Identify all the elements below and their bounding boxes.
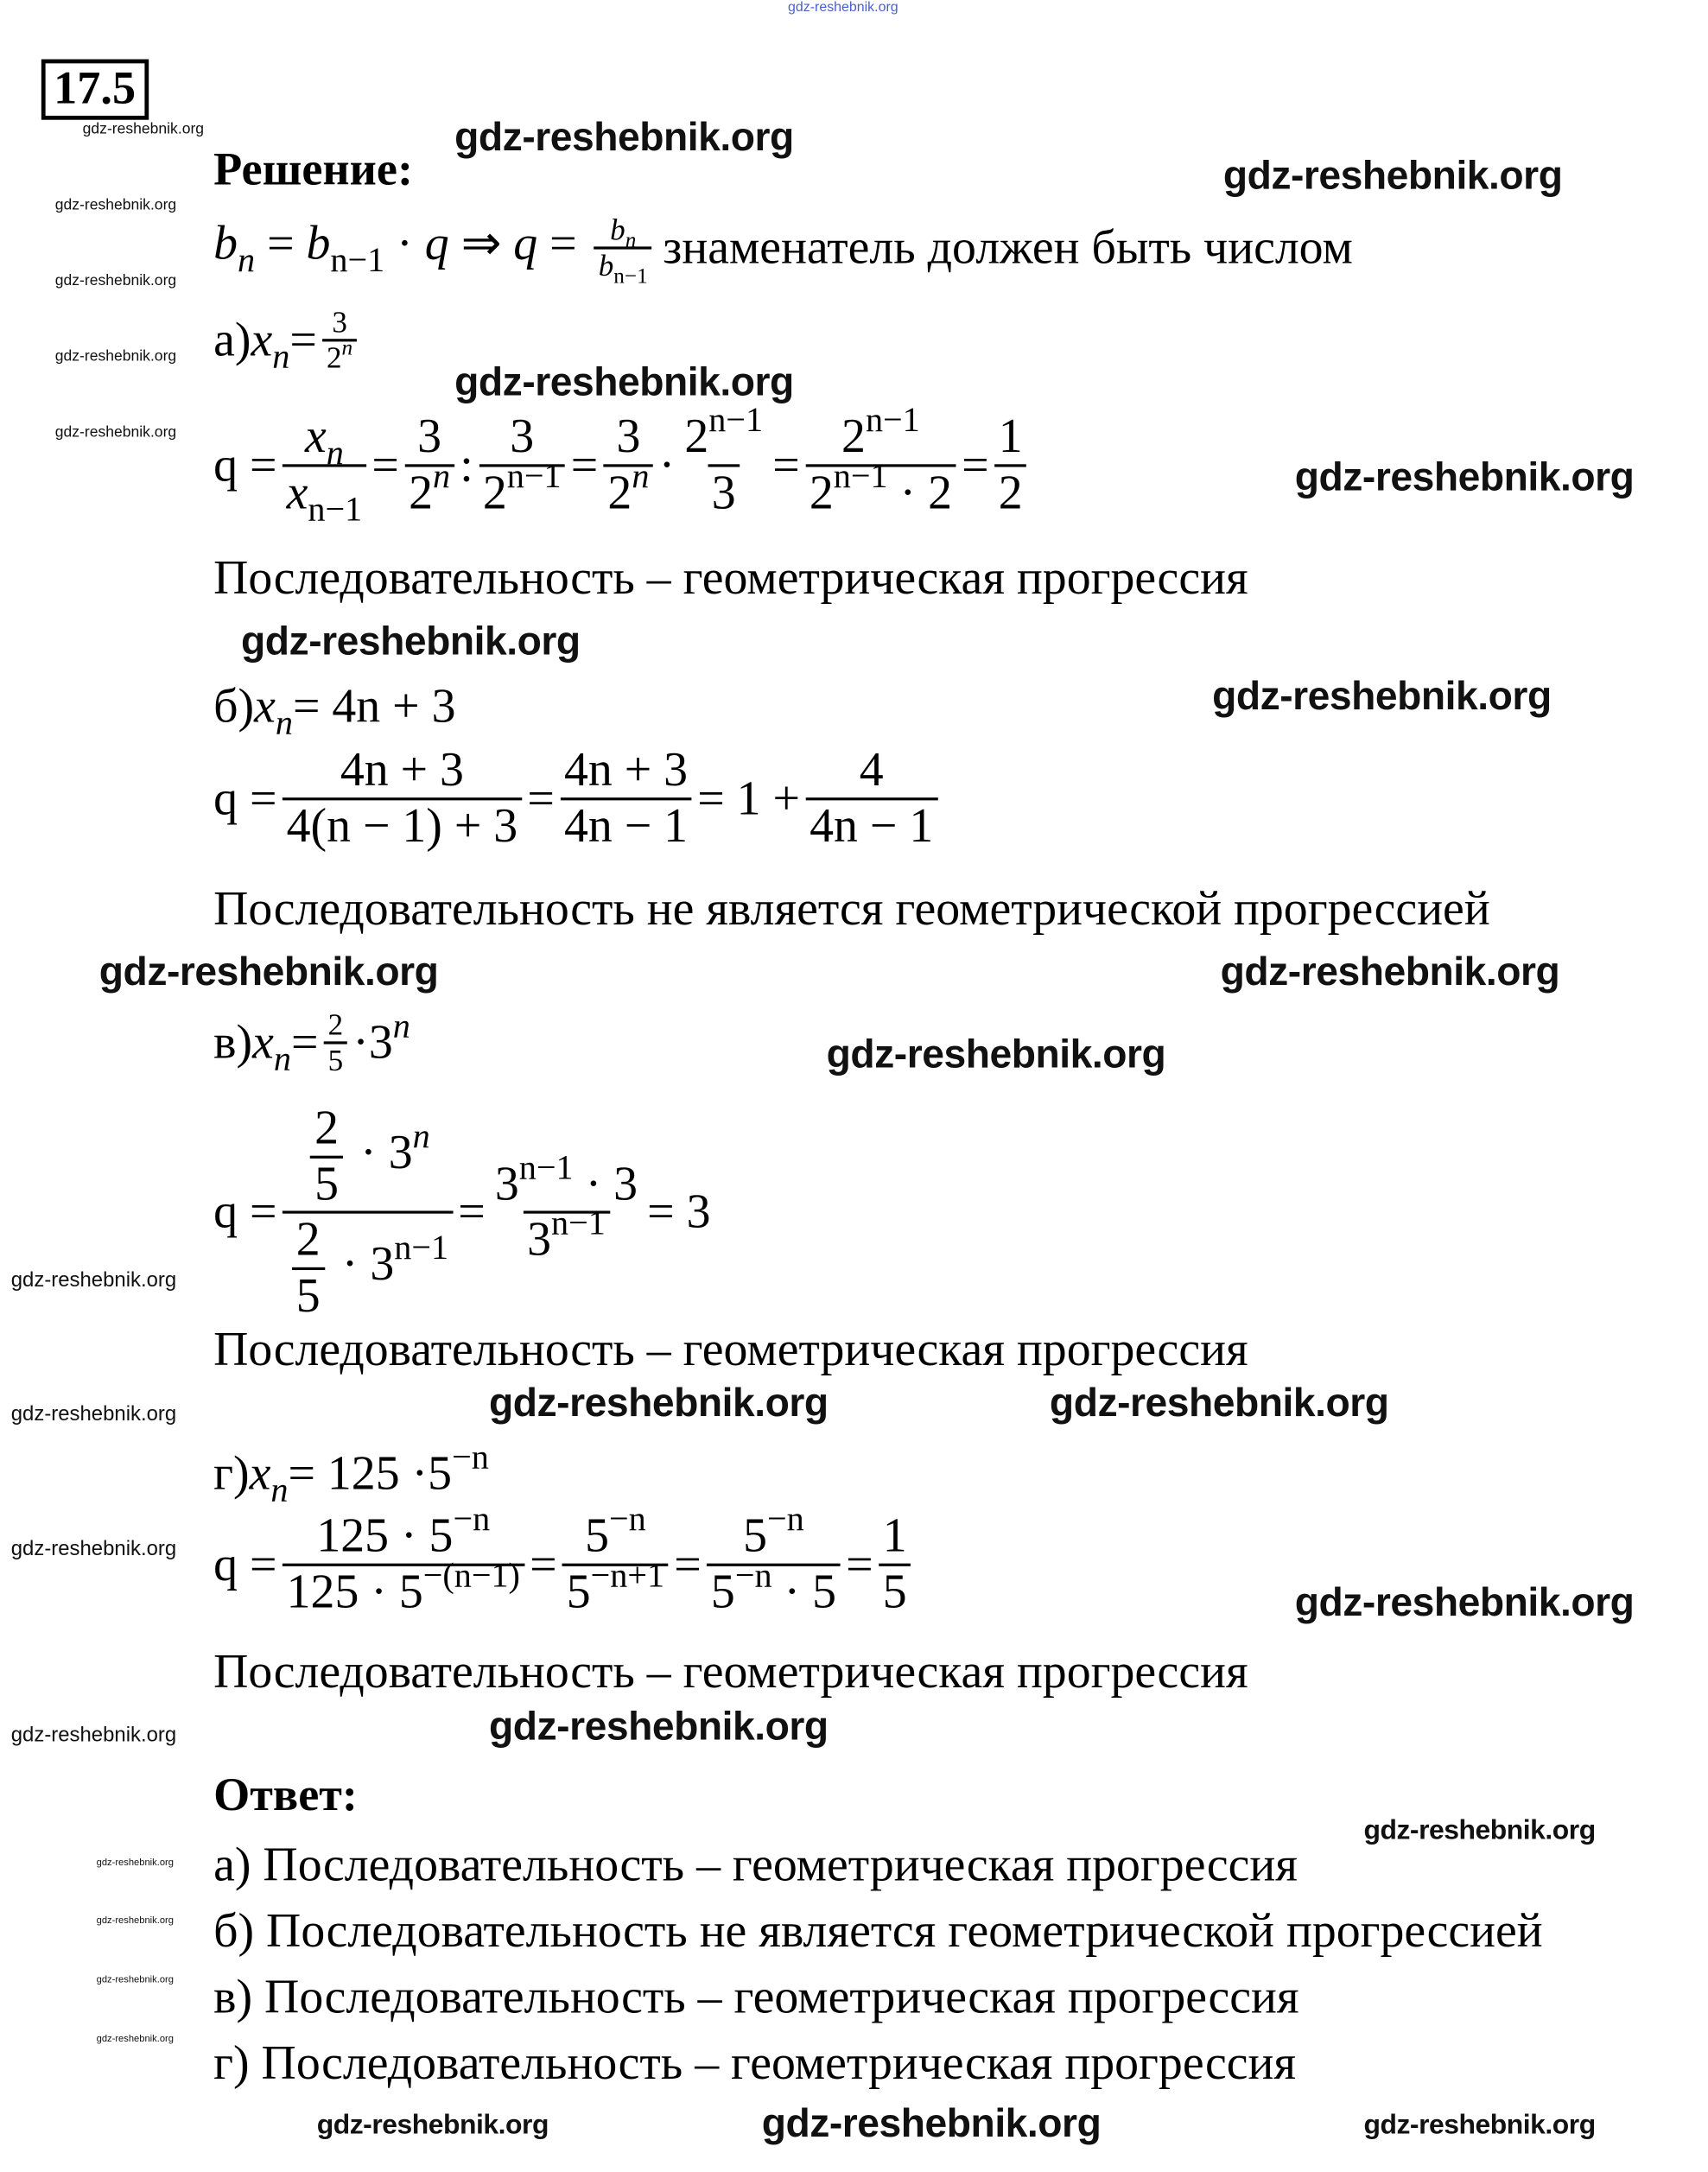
part-d-definition xyxy=(213,1438,489,1510)
math-text: в) xyxy=(213,1015,253,1070)
fraction-numerator xyxy=(313,1501,494,1563)
math-text: n−1 xyxy=(394,1229,449,1267)
math-text: 3 xyxy=(417,409,442,463)
math-sup-group xyxy=(398,1557,520,1618)
watermark: gdz-reshebnik.org xyxy=(10,1402,177,1426)
watermark: gdz-reshebnik.org xyxy=(82,121,205,138)
exponent xyxy=(767,1502,804,1539)
math-text: n−1 xyxy=(330,242,385,280)
math-text: −n xyxy=(453,1501,491,1539)
fraction-numerator xyxy=(837,402,924,463)
math-text: 4n − 1 xyxy=(563,797,689,853)
fraction xyxy=(310,1102,342,1211)
math-text: 2 xyxy=(998,465,1023,519)
fraction-denominator xyxy=(805,797,937,853)
math-text: 125 · xyxy=(286,1564,399,1618)
fraction-numerator xyxy=(336,744,468,797)
math-text: 3 xyxy=(510,409,535,463)
watermark: gdz-reshebnik.org xyxy=(489,1705,829,1750)
fraction-denominator xyxy=(994,464,1026,520)
math-group xyxy=(809,457,952,519)
math-variable: q xyxy=(513,216,538,270)
subscript xyxy=(272,339,289,376)
exponent xyxy=(423,1557,520,1594)
math-text: 4 xyxy=(859,742,884,797)
fraction-numerator xyxy=(606,212,640,253)
math-sup-group xyxy=(370,1229,449,1291)
fraction-numerator xyxy=(324,1008,347,1042)
math-text: · 2 xyxy=(887,465,952,519)
watermark: gdz-reshebnik.org xyxy=(10,1723,177,1747)
math-text: −(n−1) xyxy=(422,1557,520,1595)
fraction xyxy=(283,1102,453,1323)
math-text: = xyxy=(772,437,800,492)
watermark: gdz-reshebnik.org xyxy=(826,1032,1166,1077)
math-text: б) xyxy=(213,679,255,734)
math-group xyxy=(710,1557,836,1618)
math-text: −n xyxy=(452,1438,489,1477)
exponent xyxy=(866,402,920,439)
subscript xyxy=(274,1041,291,1078)
exponent xyxy=(591,1557,664,1594)
math-text: 2 xyxy=(314,1100,340,1155)
answer-heading: Ответ: xyxy=(213,1769,358,1821)
math-group xyxy=(286,1557,520,1618)
exponent xyxy=(453,1502,490,1539)
fraction-denominator xyxy=(310,1155,342,1211)
math-variable: n xyxy=(412,1117,430,1155)
math-sub-group xyxy=(305,409,344,473)
watermark: gdz-reshebnik.org xyxy=(54,196,177,214)
math-variable: q xyxy=(424,216,449,270)
fraction-denominator xyxy=(479,457,565,520)
watermark: gdz-reshebnik.org xyxy=(96,2034,174,2045)
math-text: = xyxy=(290,1015,319,1070)
fraction xyxy=(283,744,522,853)
math-text: = 4n + 3 xyxy=(292,679,456,734)
math-sub-group xyxy=(251,313,290,377)
watermark: gdz-reshebnik.org xyxy=(1363,2110,1596,2141)
math-text: −n xyxy=(734,1557,772,1595)
fraction xyxy=(324,1008,347,1077)
fraction xyxy=(805,744,937,853)
math-text: = xyxy=(674,1536,702,1591)
fraction-denominator xyxy=(523,1204,609,1267)
math-sub-group xyxy=(598,248,648,289)
math-text: 1 xyxy=(998,409,1023,463)
exponent xyxy=(834,458,888,495)
fraction-numerator xyxy=(560,744,692,797)
fraction-denominator xyxy=(283,1557,524,1619)
part-c-calculation xyxy=(213,1102,710,1323)
math-sup-group xyxy=(428,1438,489,1502)
math-text: 2 xyxy=(409,465,433,519)
math-text: n−1 xyxy=(550,1204,606,1242)
fraction-denominator xyxy=(562,1557,669,1619)
fraction-denominator xyxy=(283,1210,453,1322)
math-variable: b xyxy=(213,216,238,270)
math-text: 4n − 1 xyxy=(810,797,934,853)
fraction-numerator xyxy=(613,410,644,463)
math-text: 5 xyxy=(428,1446,453,1501)
watermark: gdz-reshebnik.org xyxy=(241,619,581,664)
fraction-numerator xyxy=(413,410,445,463)
subscript xyxy=(238,243,255,280)
math-sup-group xyxy=(841,402,920,463)
math-sup-group xyxy=(585,1501,646,1563)
math-sub-group xyxy=(252,1015,291,1079)
fraction xyxy=(562,1501,669,1618)
fraction-denominator xyxy=(805,457,956,520)
math-text: 5 xyxy=(882,1564,907,1618)
math-text: −n xyxy=(767,1501,804,1539)
fraction-numerator xyxy=(506,410,538,463)
math-sup-group xyxy=(684,402,764,463)
exponent xyxy=(551,1205,606,1242)
math-sup-group xyxy=(710,1557,772,1618)
math-text: 2 xyxy=(327,1007,344,1042)
math-text: = xyxy=(289,313,317,367)
math-variable: x xyxy=(249,1446,271,1501)
math-text: · 3 xyxy=(573,1156,638,1210)
math-text: = xyxy=(255,216,307,270)
fraction xyxy=(560,744,692,853)
math-sup-group xyxy=(409,457,451,519)
math-variable: x xyxy=(252,1015,274,1070)
math-text: а) xyxy=(213,313,251,367)
math-text: n−1 xyxy=(518,1149,574,1187)
watermark: gdz-reshebnik.org xyxy=(1212,675,1552,720)
fraction-denominator xyxy=(283,797,522,853)
math-variable: n xyxy=(632,457,650,496)
math-variable: n xyxy=(272,339,290,377)
fraction xyxy=(283,409,366,529)
math-text: г) xyxy=(213,1446,250,1501)
fraction xyxy=(681,402,767,519)
watermark-top: gdz-reshebnik.org xyxy=(787,0,898,16)
exponent xyxy=(507,458,562,495)
watermark: gdz-reshebnik.org xyxy=(761,2102,1102,2147)
math-variable: n xyxy=(238,242,256,280)
math-text: · xyxy=(329,1236,371,1291)
watermark: gdz-reshebnik.org xyxy=(1222,154,1563,199)
math-text: = xyxy=(962,437,989,492)
math-text: q = xyxy=(213,437,277,492)
math-sup-group xyxy=(482,457,562,519)
watermark: gdz-reshebnik.org xyxy=(54,348,177,365)
math-text: 3 xyxy=(368,1015,393,1070)
math-variable: n xyxy=(326,435,344,473)
math-text: 2 xyxy=(482,465,507,519)
math-sup-group xyxy=(494,1149,574,1210)
exponent xyxy=(708,402,763,439)
math-text: q = xyxy=(213,1184,277,1239)
part-d-calculation xyxy=(213,1501,917,1618)
answer-c: в) Последовательность – геометрическая прогрессия xyxy=(213,1969,1299,2024)
math-text: q = xyxy=(213,1536,277,1591)
math-text: 5 xyxy=(429,1508,454,1563)
math-sup-group xyxy=(607,457,650,519)
math-variable: b xyxy=(610,212,625,247)
math-variable: n xyxy=(341,337,353,361)
math-group xyxy=(494,1149,638,1210)
fraction xyxy=(292,1214,324,1323)
subscript xyxy=(276,705,293,742)
math-variable: x xyxy=(251,313,273,367)
math-text: = xyxy=(570,437,599,492)
fraction-denominator xyxy=(292,1267,324,1323)
math-text: 3 xyxy=(388,1124,413,1179)
math-text: = xyxy=(846,1536,873,1591)
part-d-conclusion: Последовательность – геометрическая прогрессия xyxy=(213,1644,1248,1699)
math-group xyxy=(287,1212,449,1322)
fraction-numerator xyxy=(994,410,1026,463)
watermark: gdz-reshebnik.org xyxy=(1220,950,1560,995)
answer-b: б) Последовательность не является геометрической прогрессией xyxy=(213,1903,1543,1958)
watermark: gdz-reshebnik.org xyxy=(1363,1815,1596,1846)
math-text: 4(n − 1) + 3 xyxy=(286,797,518,853)
math-group xyxy=(305,1100,430,1210)
math-sub-group xyxy=(286,465,363,529)
math-text: 2 xyxy=(809,465,834,519)
math-text: −n xyxy=(608,1501,646,1539)
math-variable: b xyxy=(598,248,614,283)
math-text: 3 xyxy=(332,304,347,340)
math-text: 125 · xyxy=(316,1508,429,1563)
intro-text: знаменатель должен быть числом xyxy=(663,220,1353,275)
math-text: 2 xyxy=(841,409,866,463)
math-text: = xyxy=(458,1184,486,1239)
fraction xyxy=(404,410,454,519)
math-text: n−1 xyxy=(506,457,562,496)
answer-d: г) Последовательность – геометрическая прогрессия xyxy=(213,2035,1297,2090)
fraction xyxy=(994,410,1026,519)
fraction xyxy=(879,1509,911,1618)
fraction-denominator xyxy=(707,1557,841,1619)
math-text: = 1 + xyxy=(697,771,800,825)
math-text: 5 xyxy=(743,1508,768,1563)
math-sup-group xyxy=(527,1204,606,1267)
math-variable: n xyxy=(432,457,451,496)
math-text: 3 xyxy=(370,1236,395,1291)
math-sup-group xyxy=(743,1501,804,1563)
exponent xyxy=(393,1008,410,1045)
math-text: · xyxy=(384,216,425,270)
math-sup-group xyxy=(566,1557,665,1618)
math-text: 1 xyxy=(882,1508,907,1563)
intro-line xyxy=(213,212,1353,289)
fraction-denominator xyxy=(324,1042,347,1078)
watermark: gdz-reshebnik.org xyxy=(54,272,177,289)
math-text: 5 xyxy=(314,1156,340,1210)
exponent xyxy=(632,458,649,495)
math-text: 5 xyxy=(398,1564,423,1618)
math-text: = xyxy=(537,216,589,270)
part-a-definition xyxy=(213,306,362,375)
part-c-conclusion: Последовательность – геометрическая прогрессия xyxy=(213,1322,1248,1376)
math-text: · 5 xyxy=(771,1564,836,1618)
watermark: gdz-reshebnik.org xyxy=(1294,1581,1635,1626)
math-sup-group xyxy=(368,1008,410,1070)
math-text: n−1 xyxy=(308,491,363,529)
fraction-denominator xyxy=(404,457,454,520)
math-sup-group xyxy=(809,457,888,519)
math-text: = 125 · xyxy=(288,1446,429,1501)
fraction-numerator xyxy=(879,1509,911,1562)
fraction-numerator xyxy=(292,1214,324,1267)
fraction-denominator xyxy=(708,464,740,520)
exponent xyxy=(394,1229,448,1267)
fraction-denominator xyxy=(283,464,366,529)
part-a-calculation xyxy=(213,402,1032,529)
fraction xyxy=(322,306,357,375)
math-variable: x xyxy=(254,679,276,734)
exponent xyxy=(433,458,450,495)
fraction-numerator xyxy=(310,1102,342,1155)
watermark: gdz-reshebnik.org xyxy=(489,1381,829,1426)
math-text: n−1 xyxy=(708,402,764,440)
answer-a: а) Последовательность – геометрическая прогрессия xyxy=(213,1837,1298,1892)
part-a-conclusion: Последовательность – геометрическая прогрессия xyxy=(213,550,1248,605)
subscript xyxy=(270,1472,288,1509)
fraction xyxy=(707,1501,841,1618)
subscript xyxy=(613,265,647,289)
exponent xyxy=(342,337,353,360)
math-text: 5 xyxy=(327,1043,344,1078)
fraction-denominator xyxy=(604,457,654,520)
fraction-denominator xyxy=(594,247,652,289)
math-text: 5 xyxy=(585,1508,609,1563)
part-b-calculation xyxy=(213,744,943,853)
math-text: 3 xyxy=(527,1212,551,1267)
math-text: 5 xyxy=(566,1564,591,1618)
math-text: = 3 xyxy=(647,1184,711,1239)
watermark: gdz-reshebnik.org xyxy=(10,1268,177,1292)
math-text: = xyxy=(371,437,399,492)
math-sup-group xyxy=(388,1117,430,1179)
watermark: gdz-reshebnik.org xyxy=(96,1858,174,1869)
math-sub-group xyxy=(213,216,256,280)
fraction xyxy=(604,410,654,519)
intro-formula xyxy=(213,212,657,289)
watermark: gdz-reshebnik.org xyxy=(54,424,177,441)
part-b-definition xyxy=(213,679,456,743)
solution-heading: Решение: xyxy=(213,144,414,196)
math-variable: n xyxy=(392,1008,410,1046)
exponent xyxy=(609,1502,646,1539)
math-text: n−1 xyxy=(833,457,888,496)
math-text: 2 xyxy=(295,1212,321,1267)
fraction-numerator xyxy=(581,1501,650,1563)
math-text: = xyxy=(530,1536,557,1591)
watermark: gdz-reshebnik.org xyxy=(96,1975,174,1985)
math-sub-group xyxy=(306,216,385,280)
math-text: 3 xyxy=(711,465,736,519)
math-text: 5 xyxy=(295,1267,321,1322)
part-b-conclusion: Последовательность не является геометрической прогрессией xyxy=(213,881,1490,936)
part-c-definition xyxy=(213,1008,410,1077)
math-sub-group xyxy=(610,212,637,253)
fraction-denominator xyxy=(879,1563,911,1619)
fraction-numerator xyxy=(301,1102,434,1211)
math-text: · xyxy=(348,1124,389,1179)
fraction xyxy=(479,410,565,519)
math-sub-group xyxy=(254,679,293,743)
math-text: 2 xyxy=(327,340,342,375)
math-text: 3 xyxy=(616,409,641,463)
math-text: 4n + 3 xyxy=(563,742,689,797)
math-text: · xyxy=(658,437,676,492)
exponent xyxy=(452,1439,489,1477)
fraction-numerator xyxy=(301,409,347,473)
task-number: 17.5 xyxy=(41,60,149,120)
watermark: gdz-reshebnik.org xyxy=(10,1537,177,1561)
math-group xyxy=(316,1501,491,1563)
math-text: · xyxy=(352,1015,369,1070)
watermark: gdz-reshebnik.org xyxy=(98,950,439,995)
math-variable: x xyxy=(286,465,308,519)
math-sub-group xyxy=(249,1446,289,1510)
fraction-numerator xyxy=(855,744,887,797)
math-text: ⇒ xyxy=(448,216,514,270)
watermark: gdz-reshebnik.org xyxy=(454,115,794,160)
math-variable: n xyxy=(275,705,293,743)
fraction xyxy=(594,212,652,289)
fraction xyxy=(491,1149,642,1267)
fraction xyxy=(283,1501,524,1618)
math-variable: b xyxy=(306,216,331,270)
fraction-denominator xyxy=(322,337,357,376)
math-text: −n+1 xyxy=(590,1557,665,1595)
math-variable: n xyxy=(625,229,637,253)
math-text: 4n + 3 xyxy=(340,742,464,797)
math-variable: n xyxy=(270,1472,289,1510)
watermark: gdz-reshebnik.org xyxy=(316,2110,549,2141)
fraction xyxy=(805,402,956,519)
math-text: = xyxy=(527,771,555,825)
math-text: 2 xyxy=(684,409,709,463)
math-text: 3 xyxy=(494,1156,519,1210)
math-text: n−1 xyxy=(865,402,920,440)
exponent xyxy=(413,1118,430,1155)
fraction-numerator xyxy=(491,1149,642,1210)
math-text: 2 xyxy=(607,465,632,519)
watermark: gdz-reshebnik.org xyxy=(1049,1381,1389,1426)
math-variable: n xyxy=(273,1041,291,1079)
fraction-numerator xyxy=(328,306,352,340)
math-text: q = xyxy=(213,771,277,825)
subscript xyxy=(330,243,384,280)
exponent xyxy=(519,1149,574,1186)
math-text: 5 xyxy=(710,1564,735,1618)
watermark: gdz-reshebnik.org xyxy=(96,1915,174,1926)
fraction-denominator xyxy=(560,797,692,853)
math-text: n−1 xyxy=(613,265,648,289)
math-text: : xyxy=(460,437,473,492)
math-sup-group xyxy=(327,337,353,375)
exponent xyxy=(735,1557,772,1594)
math-sup-group xyxy=(429,1501,491,1563)
watermark: gdz-reshebnik.org xyxy=(1294,455,1635,500)
subscript xyxy=(308,491,362,528)
watermark: gdz-reshebnik.org xyxy=(454,360,794,405)
fraction-numerator xyxy=(681,402,767,463)
fraction-numerator xyxy=(739,1501,808,1563)
math-variable: x xyxy=(305,409,327,463)
